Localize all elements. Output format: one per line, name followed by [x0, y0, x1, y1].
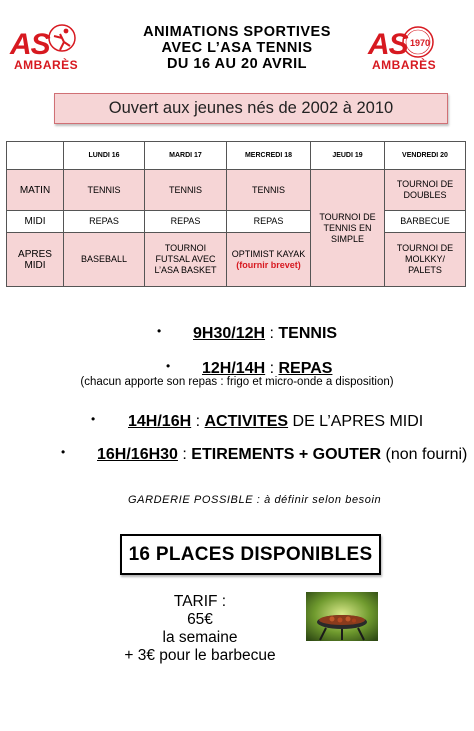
table-cell: TOURNOI DE MOLKKY/ PALETS — [385, 233, 466, 287]
activity-label: TENNIS — [278, 325, 338, 342]
row-label: APRES MIDI — [7, 233, 64, 287]
club-logo-left — [10, 24, 82, 74]
row-label: MIDI — [7, 211, 64, 233]
schedule-table — [6, 141, 466, 287]
activity-extra: (non fourni) — [381, 446, 468, 463]
title-line-3: DU 16 AU 20 AVRIL — [166, 56, 308, 72]
tarif-line-1: TARIF : — [173, 593, 227, 610]
tarif-line-2: 65€ — [187, 611, 213, 628]
logo-year: 1970 — [410, 38, 431, 48]
activity-extra: DE L’APRES MIDI — [288, 413, 424, 430]
separator: : — [265, 325, 279, 342]
schedule-line-1 — [193, 325, 337, 343]
repas-note: (chacun apporte son repas : frigo et micro-onde a disposition) — [80, 376, 394, 388]
barbecue-icon — [306, 592, 378, 641]
separator: : — [265, 360, 279, 377]
day-header: LUNDI 16 — [64, 142, 145, 170]
activity-label: ACTIVITES — [204, 413, 289, 430]
places-box: 16 PLACES DISPONIBLES — [120, 534, 381, 575]
day-header: MARDI 17 — [145, 142, 227, 170]
tarif-line-4: + 3€ pour le barbecue — [124, 647, 276, 664]
activity-label: REPAS — [278, 360, 333, 377]
tarif-block — [100, 593, 300, 665]
separator: : — [191, 413, 205, 430]
bullet-icon: • — [61, 445, 66, 459]
logo-as-text: AS — [10, 28, 50, 61]
table-cell: REPAS — [145, 211, 227, 233]
kayak-note: (fournir brevet) — [236, 259, 301, 270]
time-label: 12H/14H — [202, 360, 266, 377]
age-banner: Ouvert aux jeunes nés de 2002 à 2010 — [54, 93, 448, 124]
schedule-line-4 — [97, 446, 467, 464]
time-label: 14H/16H — [128, 413, 192, 430]
table-cell: TOURNOI DE DOUBLES — [385, 170, 466, 211]
logo-as-text: AS — [368, 28, 408, 61]
table-cell: BARBECUE — [385, 211, 466, 233]
title-line-1: ANIMATIONS SPORTIVES — [143, 24, 331, 40]
table-row — [7, 170, 466, 211]
day-header: MERCREDI 18 — [227, 142, 311, 170]
bullet-icon: • — [91, 412, 96, 426]
bullet-icon: • — [157, 324, 162, 338]
table-cell: TENNIS — [227, 170, 311, 211]
tarif-line-3: la semaine — [162, 629, 238, 646]
table-cell: TOURNOI FUTSAL AVEC L’ASA BASKET — [145, 233, 227, 287]
table-row — [7, 211, 466, 233]
page-title — [90, 24, 384, 72]
table-header-row — [7, 142, 466, 170]
table-cell: TENNIS — [145, 170, 227, 211]
table-cell: REPAS — [227, 211, 311, 233]
title-line-2: AVEC L’ASA TENNIS — [161, 40, 313, 56]
row-label: MATIN — [7, 170, 64, 211]
corner-cell — [7, 142, 64, 170]
day-header: JEUDI 19 — [311, 142, 385, 170]
time-label: 9H30/12H — [193, 325, 266, 342]
logo-ambares-text: AMBARÈS — [372, 58, 437, 72]
table-cell: BASEBALL — [64, 233, 145, 287]
jeudi-cell: TOURNOI DE TENNIS EN SIMPLE — [311, 170, 385, 287]
table-cell: REPAS — [64, 211, 145, 233]
day-header: VENDREDI 20 — [385, 142, 466, 170]
garderie-note: GARDERIE POSSIBLE : à définir selon besoin — [128, 494, 382, 506]
bullet-icon: • — [166, 359, 171, 373]
kayak-label: OPTIMIST KAYAK — [231, 248, 306, 259]
kayak-cell — [227, 233, 311, 287]
club-logo-right — [368, 24, 440, 74]
schedule-line-3 — [128, 413, 423, 431]
table-cell: TENNIS — [64, 170, 145, 211]
logo-ambares-text: AMBARÈS — [14, 58, 79, 72]
barbecue-image — [306, 592, 378, 641]
table-row — [7, 233, 466, 287]
separator: : — [177, 446, 192, 463]
activity-label: ETIREMENTS + GOUTER — [191, 446, 382, 463]
time-label: 16H/16H30 — [97, 446, 178, 463]
